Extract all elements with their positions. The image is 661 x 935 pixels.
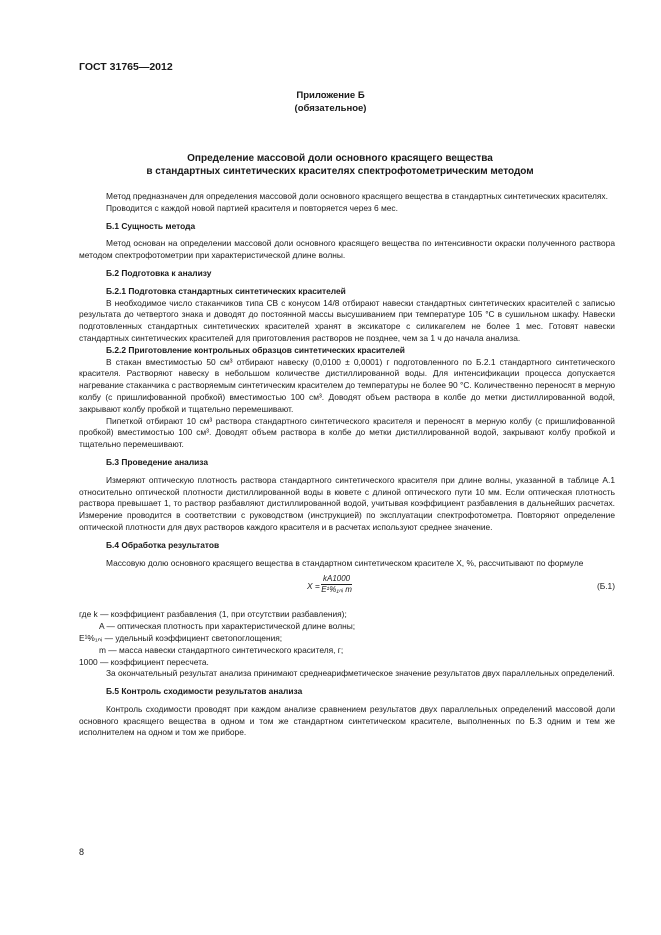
section-b5-paragraph: Контроль сходимости проводят при каждом анализе сравнением результатов двух параллельных определений массовой доли основного красящего вещества в одном и том же стандартном синтетическом красителе, выполненных по Б.3 одним и тем же исполнителем на одном и том же приборе. — [79, 703, 615, 738]
appendix-line2: (обязательное) — [294, 103, 367, 114]
formula-lhs: X = — [307, 581, 320, 592]
section-b21-paragraph: В необходимое число стаканчиков типа СВ с конусом 14/8 отбирают навески стандартных синтетических красителей с записью результата до четвертого знака и доводят до постоянной массы высушиванием при температуре 105 °С в сушильном шкафу. Навески подготовленных стандартных синтетических красителей хранят в эксикаторе с силикагелем не более 1 мес. Готовят навески стандартных синтетических красителей для приготовления растворов не позднее, чем за 1 ч до начала анализа. — [79, 297, 615, 343]
legend-m: m — масса навески стандартного синтетического красителя, г; — [99, 644, 344, 655]
document-title — [60, 152, 620, 178]
section-b3-heading: Б.3 Проведение анализа — [106, 456, 208, 467]
appendix-line1: Приложение Б — [296, 90, 365, 101]
section-b22-paragraph-1: В стакан вместимостью 50 см³ отбирают навеску (0,0100 ± 0,0001) г подготовленного по Б.2.1 стандартного синтетического красителя. Растворяют навеску в небольшом количестве дистиллированной воды. Для интенсификации процесса допускается нагревание стаканчика с растворяемым синтетическим красителем до температуры не более 90 °С. Количественно переносят в мерную колбу (с пришлифованной пробкой) вместимостью 100 см³. Доводят объем раствора в колбе до метки дистиллированной водой, закрывают колбу пробкой и тщательно перемешивают. — [79, 356, 615, 414]
section-b4-heading: Б.4 Обработка результатов — [106, 539, 220, 550]
appendix-label — [0, 89, 661, 115]
section-b3-paragraph: Измеряют оптическую плотность раствора стандартного синтетического красителя при длине волны, указанной в таблице А.1 относительно оптической плотности дистиллированной воды в кювете с длиной оптического пути 10 мм. Если оптическая плотность раствора превышает 1, то раствор разбавляют дистиллированной водой, учитывая коэффициент разбавления в дальнейших расчетах. Измерение проводится в соответствии с руководством (инструкцией) по эксплуатации спектрофотометра. Повторяют определение оптической плотности для двух растворов каждого красителя и в расчетах используют среднее значение. — [79, 474, 615, 532]
section-b2-heading: Б.2 Подготовка к анализу — [106, 267, 212, 278]
formula-denominator: E¹%₁ₙᵢ m — [321, 585, 352, 595]
section-b4-paragraph-1: Массовую долю основного красящего вещества в стандартном синтетическом красителе X, %, рассчитывают по формуле — [106, 557, 584, 568]
section-b1-paragraph: Метод основан на определении массовой доли основного красящего вещества по интенсивности окраски полученного раствора методом спектрофотометрии при характеристической длине волны. — [79, 238, 615, 261]
title-line1: Определение массовой доли основного красящего вещества — [187, 153, 493, 164]
legend-k: где k — коэффициент разбавления (1, при отсутствии разбавления); — [79, 609, 347, 620]
section-b4-paragraph-2: За окончательный результат анализа принимают среднеарифметическое значение результатов двух параллельных определений. — [106, 668, 615, 679]
section-b22-paragraph-2: Пипеткой отбирают 10 см³ раствора стандартного синтетического красителя и переносят в мерную колбу (с пришлифованной пробкой) вместимостью 100 см³. Доводят объем раствора в колбе до метки дистиллированной водой, закрывают колбу пробкой и тщательно перемешивают. — [79, 415, 615, 450]
legend-1000: 1000 — коэффициент пересчета. — [79, 656, 209, 667]
formula-b1 — [79, 573, 615, 603]
formula-legend — [79, 609, 615, 668]
document-body — [79, 191, 615, 739]
legend-e: E¹%₁ₙᵢ — удельный коэффициент светопоглощения; — [79, 632, 283, 643]
formula-numerator: kA1000 — [323, 574, 351, 584]
title-line2: в стандартных синтетических красителях спектрофотометрическим методом — [146, 166, 534, 177]
formula-number: (Б.1) — [596, 581, 615, 592]
legend-a: A — оптическая плотность при характеристической длине волны; — [99, 621, 356, 632]
formula-fraction — [321, 574, 352, 595]
section-b5-heading: Б.5 Контроль сходимости результатов анализа — [106, 686, 303, 697]
standard-header: ГОСТ 31765—2012 — [79, 61, 173, 73]
section-b22-heading: Б.2.2 Приготовление контрольных образцов синтетических красителей — [106, 344, 405, 355]
intro-paragraph-1: Метод предназначен для определения массовой доли основного красящего вещества в стандартных синтетических красителях. — [106, 191, 608, 201]
section-b21-heading: Б.2.1 Подготовка стандартных синтетических красителей — [106, 285, 346, 296]
section-b1-heading: Б.1 Сущность метода — [106, 220, 196, 231]
intro-paragraph-2: Проводится с каждой новой партией красителя и повторяется через 6 мес. — [106, 202, 398, 213]
page-number: 8 — [79, 847, 85, 857]
